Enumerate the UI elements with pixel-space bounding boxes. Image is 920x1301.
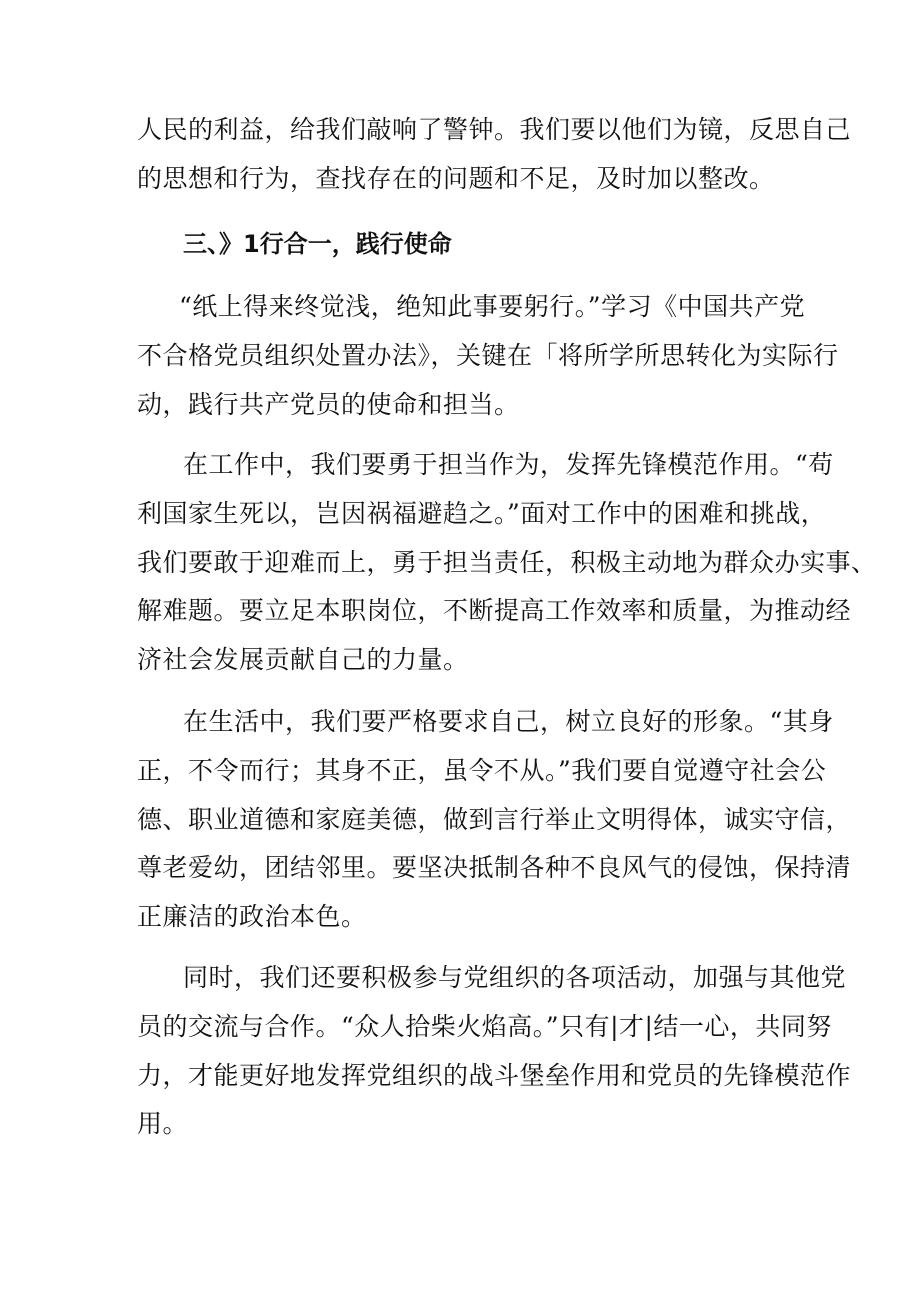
- paragraph-line: 德、职业道德和家庭美德，做到言行举止文明得体，诚实守信，: [137, 805, 852, 834]
- paragraph-line: 我们要敢于迎难而上，勇于担当责任，积极主动地为群众办实事、: [137, 548, 877, 577]
- paragraph-line: 解难题。要立足本职岗位，不断提高工作效率和质量，为推动经: [137, 596, 852, 625]
- paragraph-line: 动，践行共产党员的使命和担当。: [137, 390, 520, 419]
- paragraph-line: “纸上得来终觉浅，绝知此事要躬行。”学习《中国共产党: [179, 292, 806, 321]
- paragraph-line: 员的交流与合作。“众人拾柴火焰高。”只有|才|结一心，共同努: [137, 1012, 832, 1041]
- paragraph-line: 的思想和行为，查找存在的问题和不足，及时加以整改。: [137, 164, 775, 193]
- paragraph-line: 正，不令而行；其身不正，虽令不从。”我们要自觉遵守社会公: [137, 756, 827, 785]
- paragraph-line: 在工作中，我们要勇于担当作为，发挥先锋模范作用。“苟: [183, 450, 834, 479]
- paragraph-line: 人民的利益，给我们敲响了警钟。我们要以他们为镜，反思自己: [137, 115, 852, 144]
- paragraph-line: 在生活中，我们要严格要求自己，树立良好的形象。“其身: [183, 707, 834, 736]
- paragraph-line: 用。: [137, 1109, 189, 1138]
- section-heading: 三、》1行合一，践行使命: [183, 230, 452, 258]
- paragraph-line: 尊老爱幼，团结邻里。要坚决抵制各种不良风气的侵蚀，保持清: [137, 853, 852, 882]
- paragraph-line: 济社会发展贡献自己的力量。: [137, 645, 469, 674]
- paragraph-line: 同时，我们还要积极参与党组织的各项活动，加强与其他党: [183, 963, 847, 992]
- paragraph-line: 不合格党员组织处置办法》，关键在「将所学所思转化为实际行: [137, 341, 839, 370]
- paragraph-line: 利国家生死以，岂因祸福避趋之。”面对工作中的困难和挑战，: [137, 499, 827, 528]
- paragraph-line: 正廉洁的政治本色。: [137, 902, 367, 931]
- paragraph-line: 力，才能更好地发挥党组织的战斗堡垒作用和党员的先锋模范作: [137, 1061, 852, 1090]
